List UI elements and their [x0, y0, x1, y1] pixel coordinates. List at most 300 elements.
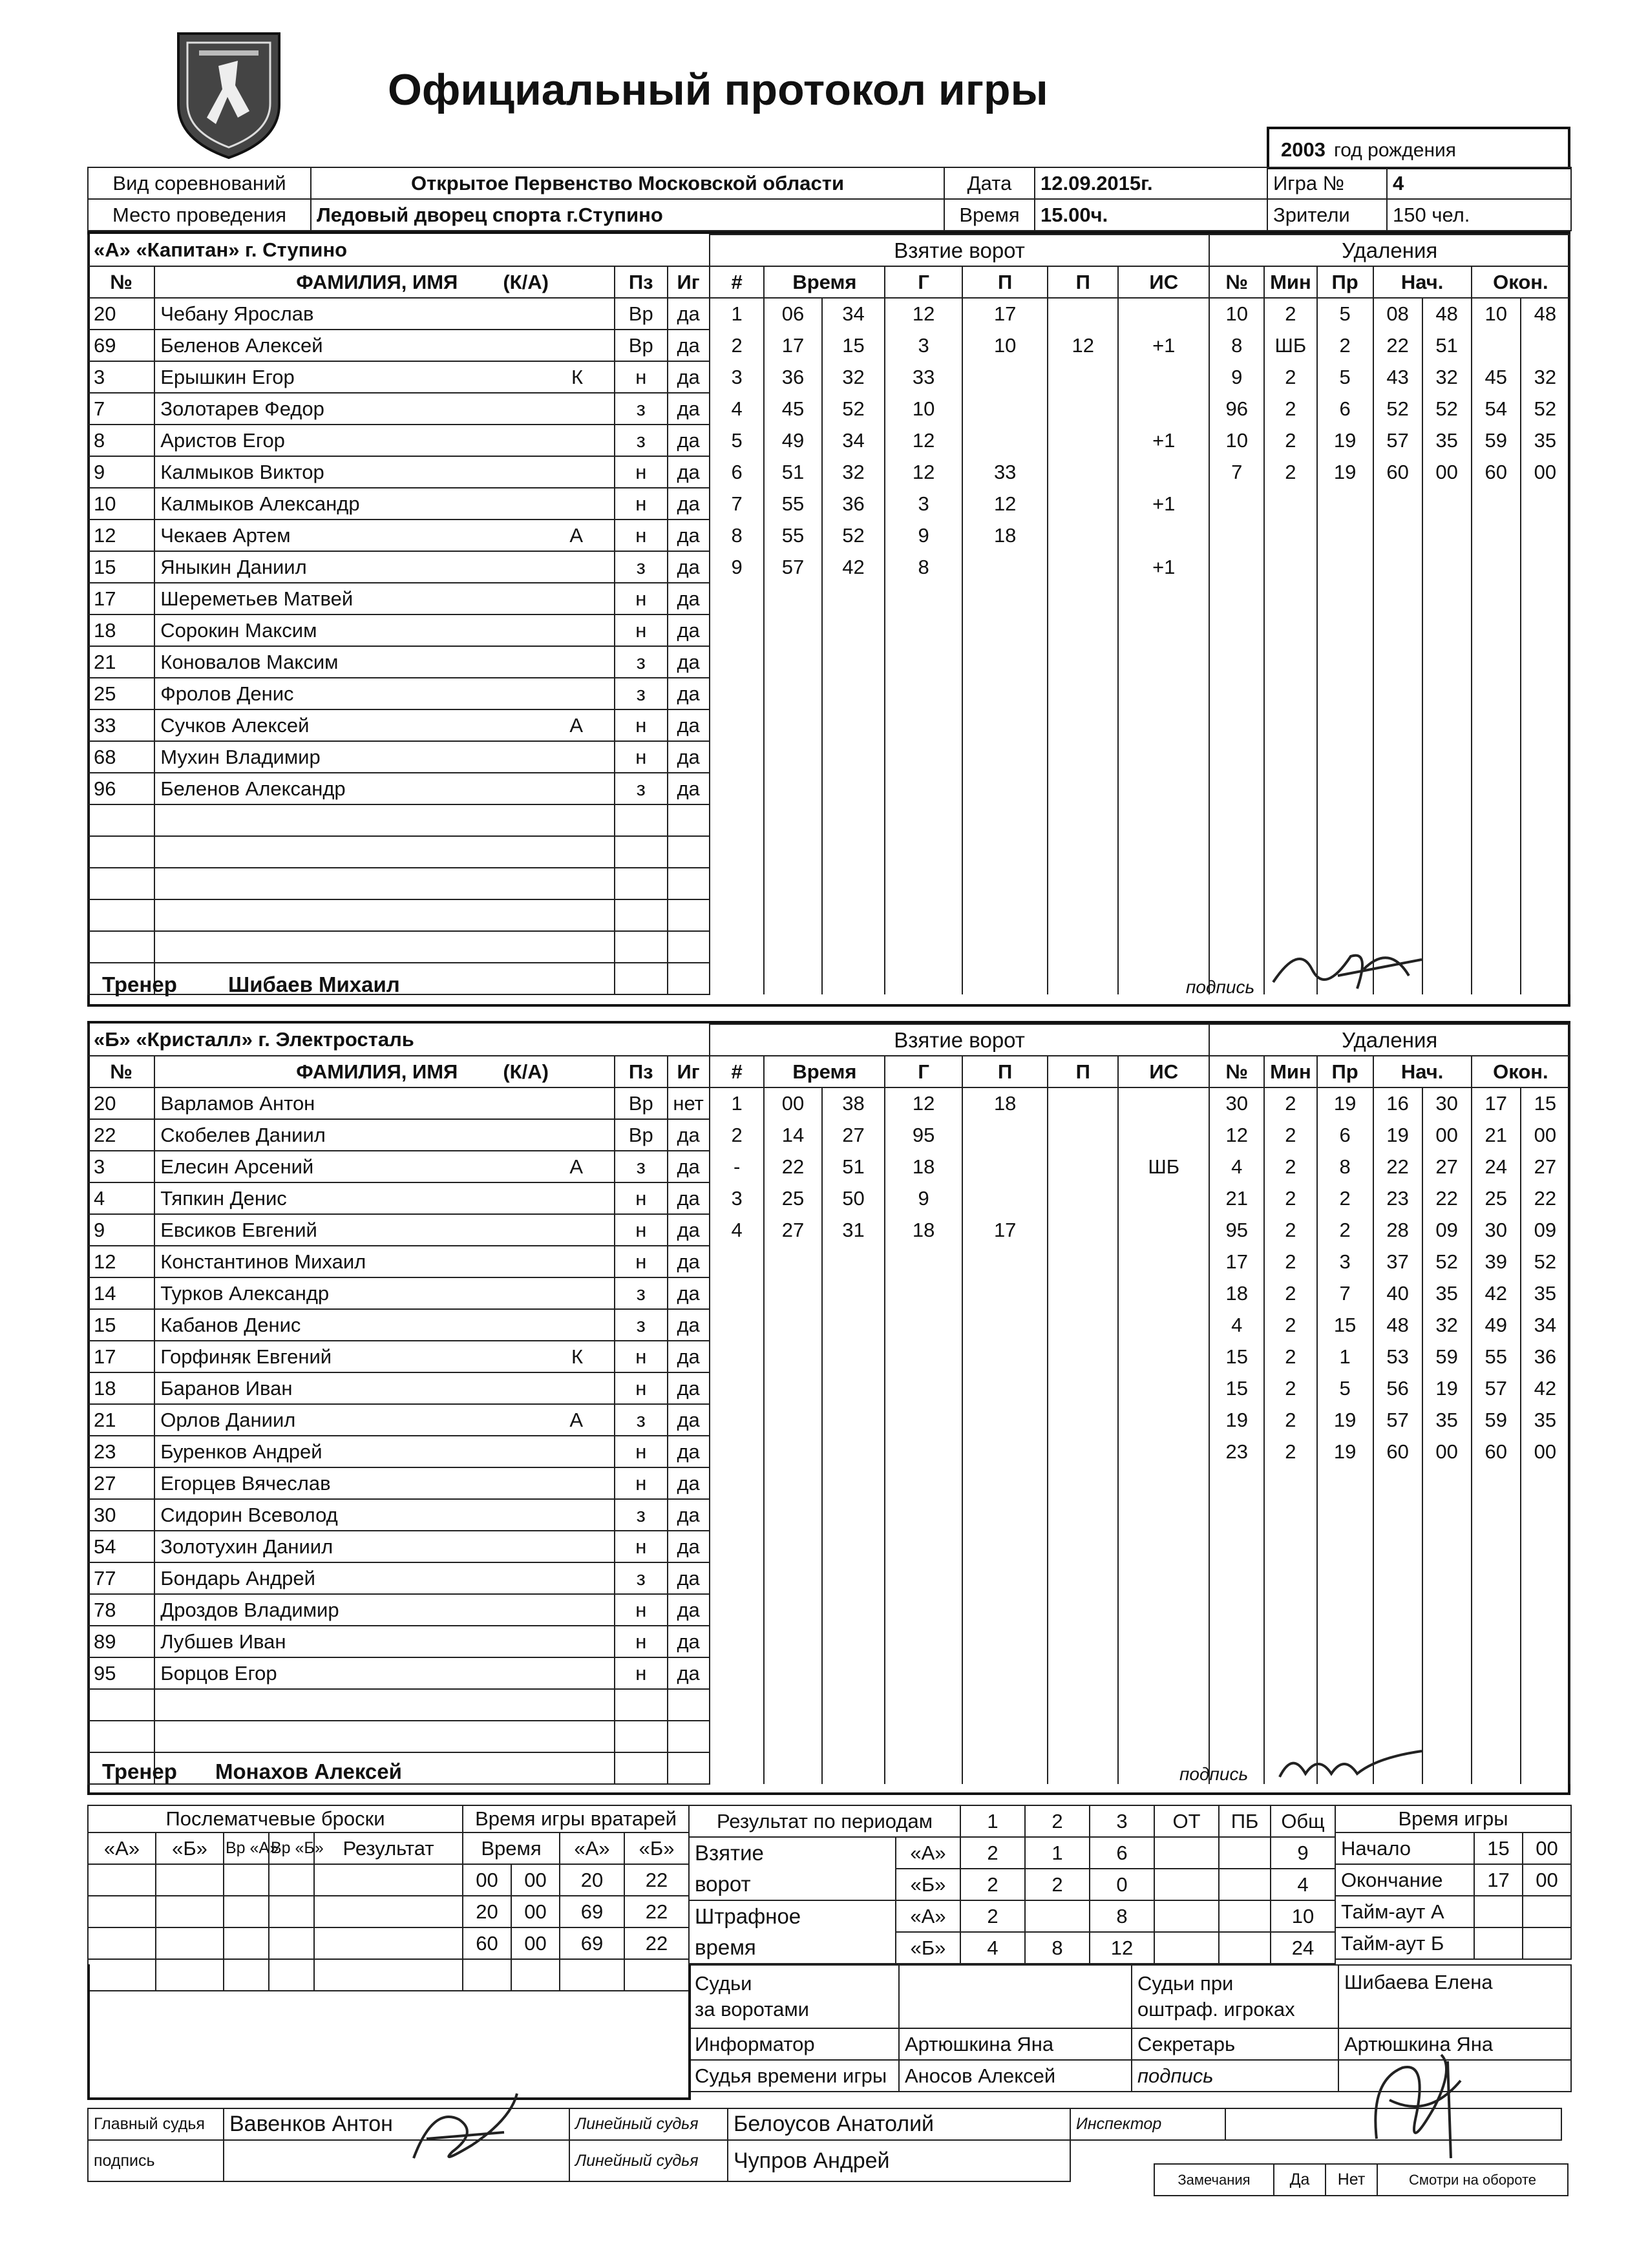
- team-a-goal-sec: 32: [822, 361, 885, 393]
- team-a-pen-start-sec: 51: [1422, 330, 1472, 361]
- team-b-pen-end-min: [1472, 1531, 1521, 1562]
- team-a-pen-player: [1209, 488, 1264, 520]
- team-a-pen-start-min: 08: [1373, 298, 1422, 330]
- team-b-player-position: Вр: [615, 1119, 668, 1151]
- team-a-team-title: «А» «Капитан» г. Ступино: [88, 235, 710, 266]
- team-b-pen-end-sec: [1521, 1752, 1570, 1784]
- team-a-row: [88, 678, 1570, 709]
- team-b-col-name: ФАМИЛИЯ, ИМЯ (К/А): [154, 1056, 615, 1087]
- team-a-player-number: 21: [88, 646, 154, 678]
- team-b-goal-assist1: [962, 1119, 1048, 1151]
- team-a-goal-assist1: [962, 678, 1048, 709]
- team-b-pen-start-sec: 59: [1422, 1341, 1472, 1372]
- team-b-goal-assist1: [962, 1372, 1048, 1404]
- team-a-goal-scorer: [885, 773, 962, 804]
- team-b-goal-min: [764, 1626, 821, 1657]
- team-b-goal-num: [710, 1309, 765, 1341]
- team-b-player-name: [154, 1721, 615, 1752]
- periods-team-label: «А»: [896, 1900, 960, 1932]
- team-a-goal-strength: [1118, 741, 1209, 773]
- team-b-player-number: [88, 1689, 154, 1721]
- team-b-goal-scorer: [885, 1372, 962, 1404]
- team-b-player-role: К: [571, 1345, 583, 1368]
- team-b-player-name: [154, 1689, 615, 1721]
- team-b-col-assist2: П: [1048, 1056, 1118, 1087]
- team-b-player-played: [668, 1721, 710, 1752]
- team-b-goal-sec: 50: [822, 1182, 885, 1214]
- team-a-player-number: 69: [88, 330, 154, 361]
- team-a-goal-assist1: [962, 709, 1048, 741]
- team-a-pen-start-min: 60: [1373, 456, 1422, 488]
- team-b-goal-sec: [822, 1531, 885, 1562]
- team-a-goal-sec: [822, 741, 885, 773]
- team-a-player-number: 18: [88, 614, 154, 646]
- remarks-yes: Да: [1274, 2164, 1326, 2196]
- game-end-label: Окончание: [1335, 1864, 1474, 1896]
- team-b-player-position: з: [615, 1309, 668, 1341]
- shootout-table: [87, 1805, 463, 1991]
- team-a-player-number: 3: [88, 361, 154, 393]
- inspector-label: Инспектор: [1070, 2108, 1225, 2140]
- team-a-pen-reason: [1317, 804, 1373, 836]
- team-a-goal-sec: [822, 899, 885, 931]
- team-a-pen-reason: [1317, 488, 1373, 520]
- team-b-goal-num: [710, 1657, 765, 1689]
- team-a-goal-scorer: 12: [885, 298, 962, 330]
- team-a-player-number: [88, 836, 154, 868]
- team-a-pen-start-sec: [1422, 488, 1472, 520]
- team-b-pen-end-min: 17: [1472, 1087, 1521, 1119]
- team-a-goal-assist1: [962, 551, 1048, 583]
- team-a-player-name: [154, 868, 615, 899]
- team-a-goal-num: 9: [710, 551, 765, 583]
- team-a-pen-minutes: [1264, 836, 1317, 868]
- periods-value-pen-a-1: [1025, 1900, 1090, 1932]
- team-b-player-number: 3: [88, 1151, 154, 1182]
- team-b-goal-scorer: [885, 1721, 962, 1752]
- team-a-goal-strength: +1: [1118, 330, 1209, 361]
- team-b-col-pos: Пз: [615, 1056, 668, 1087]
- team-a-player-played: [668, 899, 710, 931]
- team-b-player-position: [615, 1689, 668, 1721]
- team-a-goal-min: [764, 678, 821, 709]
- team-a-player-number: 96: [88, 773, 154, 804]
- periods-row-label: Штрафное: [689, 1900, 896, 1932]
- team-b-col-pen-min: Мин: [1264, 1056, 1317, 1087]
- goalie-time-sec: 00: [511, 1864, 560, 1896]
- team-a-goal-scorer: [885, 963, 962, 994]
- linesman-1-value: Белоусов Анатолий: [728, 2108, 1070, 2140]
- team-b-goal-assist1: [962, 1246, 1048, 1277]
- team-b-pen-player: [1209, 1689, 1264, 1721]
- team-a-player-name: Беленов Александр: [154, 773, 615, 804]
- periods-row-label: ворот: [689, 1869, 896, 1900]
- team-b-player-played: да: [668, 1341, 710, 1372]
- birth-year-box: [1267, 127, 1570, 169]
- team-a-player-position: [615, 931, 668, 963]
- team-b-player-played: нет: [668, 1087, 710, 1119]
- team-a-goal-assist2: [1048, 488, 1118, 520]
- team-b-goal-assist1: [962, 1562, 1048, 1594]
- team-b-goal-assist2: [1048, 1214, 1118, 1246]
- remarks-table: [1154, 2163, 1569, 2196]
- team-b-pen-end-sec: [1521, 1562, 1570, 1594]
- team-b-pen-minutes: 2: [1264, 1436, 1317, 1467]
- team-a-player-name: Сорокин Максим: [154, 614, 615, 646]
- team-a-pen-minutes: [1264, 899, 1317, 931]
- team-a-coach-name: Шибаев Михаил: [228, 972, 400, 996]
- team-b-goal-min: [764, 1531, 821, 1562]
- team-a-col-pos: Пз: [615, 266, 668, 298]
- team-b-pen-start-sec: 19: [1422, 1372, 1472, 1404]
- team-b-pen-player: 30: [1209, 1087, 1264, 1119]
- team-a-goal-num: [710, 931, 765, 963]
- team-b-col-pen-end: Окон.: [1472, 1056, 1570, 1087]
- team-a-goal-strength: [1118, 899, 1209, 931]
- team-b-pen-start-min: 28: [1373, 1214, 1422, 1246]
- team-b-row: [88, 1531, 1570, 1562]
- team-a-goal-scorer: [885, 868, 962, 899]
- team-b-player-number: 27: [88, 1467, 154, 1499]
- team-b-player-played: [668, 1689, 710, 1721]
- team-a-player-name: Калмыков Виктор: [154, 456, 615, 488]
- team-b-pen-end-sec: [1521, 1657, 1570, 1689]
- team-a-goal-num: 6: [710, 456, 765, 488]
- team-a-goal-strength: +1: [1118, 488, 1209, 520]
- team-b-goal-assist2: [1048, 1467, 1118, 1499]
- team-a-pen-minutes: 2: [1264, 456, 1317, 488]
- team-a-pen-end-min: [1472, 330, 1521, 361]
- team-a-goal-assist1: [962, 614, 1048, 646]
- team-b-goal-strength: [1118, 1087, 1209, 1119]
- main-judge-label: Главный судья: [88, 2108, 224, 2140]
- team-b-goal-scorer: [885, 1752, 962, 1784]
- team-a-player-position: з: [615, 393, 668, 425]
- team-b-pen-start-min: 37: [1373, 1246, 1422, 1277]
- team-a-pen-minutes: [1264, 741, 1317, 773]
- team-a-goal-scorer: [885, 646, 962, 678]
- team-b-pen-reason: [1317, 1531, 1373, 1562]
- team-b-pen-minutes: 2: [1264, 1182, 1317, 1214]
- team-a-pen-end-min: [1472, 804, 1521, 836]
- place-value: Ледовый дворец спорта г.Ступино: [311, 199, 944, 231]
- team-b-goal-min: [764, 1372, 821, 1404]
- periods-row-pen-b: [689, 1932, 1335, 1964]
- team-b-goal-assist1: [962, 1404, 1048, 1436]
- team-a-goal-scorer: 12: [885, 456, 962, 488]
- team-b-goal-strength: [1118, 1341, 1209, 1372]
- team-b-pen-player: 95: [1209, 1214, 1264, 1246]
- team-a-goal-num: 7: [710, 488, 765, 520]
- team-a-player-position: з: [615, 773, 668, 804]
- team-a-pen-player: [1209, 551, 1264, 583]
- team-a-player-position: [615, 899, 668, 931]
- team-b-goal-assist2: [1048, 1752, 1118, 1784]
- linesman-2-label: Линейный судья: [569, 2140, 728, 2181]
- team-a-goal-sec: 36: [822, 488, 885, 520]
- team-a-pen-reason: [1317, 709, 1373, 741]
- team-a-goal-sec: 32: [822, 456, 885, 488]
- team-a-goal-sec: 52: [822, 520, 885, 551]
- goalie-time-title: Время игры вратарей: [463, 1805, 689, 1832]
- team-a-player-role: А: [569, 713, 583, 737]
- team-a-goal-num: 3: [710, 361, 765, 393]
- team-a-pen-end-sec: [1521, 551, 1570, 583]
- team-b-goal-min: [764, 1657, 821, 1689]
- team-b-goal-sec: [822, 1467, 885, 1499]
- team-a-coach-label: Тренер: [102, 972, 177, 996]
- team-b-player-number: 54: [88, 1531, 154, 1562]
- team-a-pen-minutes: [1264, 773, 1317, 804]
- team-b-player-name: Константинов Михаил: [154, 1246, 615, 1277]
- team-b-pen-minutes: [1264, 1531, 1317, 1562]
- team-a-pen-end-min: [1472, 614, 1521, 646]
- team-a-goal-sec: [822, 963, 885, 994]
- team-b-goal-assist2: [1048, 1626, 1118, 1657]
- team-a-player-position: н: [615, 520, 668, 551]
- team-a-pen-end-min: [1472, 963, 1521, 994]
- team-a-goal-strength: [1118, 709, 1209, 741]
- team-b-pen-player: [1209, 1467, 1264, 1499]
- team-b-pen-minutes: 2: [1264, 1246, 1317, 1277]
- team-b-goal-num: 4: [710, 1214, 765, 1246]
- periods-value-goals-b-1: 2: [1025, 1869, 1090, 1900]
- team-b-goal-strength: ШБ: [1118, 1151, 1209, 1182]
- team-b-goal-num: 1: [710, 1087, 765, 1119]
- team-a-pen-end-min: 60: [1472, 456, 1521, 488]
- team-a-player-played: [668, 868, 710, 899]
- team-b-goal-strength: [1118, 1214, 1209, 1246]
- team-a-player-name: Яныкин Даниил: [154, 551, 615, 583]
- team-a-pen-start-sec: 32: [1422, 361, 1472, 393]
- team-a-goal-num: [710, 836, 765, 868]
- team-a-row: [88, 520, 1570, 551]
- team-b-col-pen-start: Нач.: [1373, 1056, 1472, 1087]
- date-label: Дата: [944, 167, 1035, 199]
- team-a-goal-sec: [822, 836, 885, 868]
- team-b-player-number: 77: [88, 1562, 154, 1594]
- team-a-col-strength: ИС: [1118, 266, 1209, 298]
- team-a-goal-sec: [822, 678, 885, 709]
- team-b-player-position: н: [615, 1657, 668, 1689]
- team-b-col-pen-num: №: [1209, 1056, 1264, 1087]
- team-a-pen-start-sec: [1422, 520, 1472, 551]
- team-a-player-number: 8: [88, 425, 154, 456]
- team-b-coach-label: Тренер: [102, 1759, 177, 1783]
- team-a-goal-num: 1: [710, 298, 765, 330]
- team-a-pen-start-min: 22: [1373, 330, 1422, 361]
- team-b-pen-reason: 6: [1317, 1119, 1373, 1151]
- team-a-player-position: н: [615, 741, 668, 773]
- team-b-pen-end-sec: 00: [1521, 1119, 1570, 1151]
- team-b-pen-start-sec: 30: [1422, 1087, 1472, 1119]
- team-b-goal-min: 00: [764, 1087, 821, 1119]
- team-b-pen-reason: 3: [1317, 1246, 1373, 1277]
- team-b-pen-minutes: [1264, 1499, 1317, 1531]
- team-a-col-pen-start: Нач.: [1373, 266, 1472, 298]
- team-a-goal-assist2: 12: [1048, 330, 1118, 361]
- timekeeper-value: Аносов Алексей: [899, 2060, 1132, 2092]
- team-a-goal-assist1: [962, 804, 1048, 836]
- team-a-col-goal-time: Время: [764, 266, 885, 298]
- goalie-time-min: 60: [463, 1927, 511, 1959]
- team-b-pen-start-sec: 09: [1422, 1214, 1472, 1246]
- team-a-pen-start-sec: [1422, 614, 1472, 646]
- team-a-pen-player: 7: [1209, 456, 1264, 488]
- team-b-player-number: 23: [88, 1436, 154, 1467]
- team-b-pen-start-sec: [1422, 1499, 1472, 1531]
- team-b-goal-assist1: [962, 1277, 1048, 1309]
- team-a-goal-assist2: [1048, 646, 1118, 678]
- team-b-coach-name: Монахов Алексей: [215, 1759, 402, 1783]
- team-b-goal-scorer: [885, 1277, 962, 1309]
- team-a-player-number: [88, 899, 154, 931]
- team-a-pen-start-min: [1373, 899, 1422, 931]
- periods-value-pen-b-4: [1219, 1932, 1271, 1964]
- team-b-team-title: «Б» «Кристалл» г. Электросталь: [88, 1024, 710, 1056]
- remarks-no: Нет: [1326, 2164, 1377, 2196]
- team-a-player-played: да: [668, 614, 710, 646]
- team-a-goal-strength: [1118, 361, 1209, 393]
- team-b-player-name: Дроздов Владимир: [154, 1594, 615, 1626]
- team-a-goal-strength: [1118, 298, 1209, 330]
- team-b-row: [88, 1404, 1570, 1436]
- team-a-pen-reason: 5: [1317, 298, 1373, 330]
- team-a-goal-num: [710, 804, 765, 836]
- team-a-pen-start-min: 43: [1373, 361, 1422, 393]
- team-a-player-position: н: [615, 488, 668, 520]
- team-a-goal-scorer: [885, 709, 962, 741]
- team-a-pen-minutes: [1264, 868, 1317, 899]
- team-b-goal-strength: [1118, 1404, 1209, 1436]
- periods-value-pen-a-2: 8: [1090, 1900, 1154, 1932]
- team-a-goal-min: [764, 899, 821, 931]
- team-b-goal-num: [710, 1531, 765, 1562]
- team-a-player-played: [668, 804, 710, 836]
- team-a-player-name: Шереметьев Матвей: [154, 583, 615, 614]
- team-a-pen-start-min: [1373, 488, 1422, 520]
- team-a-goal-sec: [822, 614, 885, 646]
- team-a-goal-assist1: [962, 773, 1048, 804]
- team-b-pen-end-min: 60: [1472, 1436, 1521, 1467]
- team-b-goal-num: [710, 1689, 765, 1721]
- team-a-pen-end-sec: [1521, 741, 1570, 773]
- team-b-pen-end-sec: 35: [1521, 1277, 1570, 1309]
- team-b-goal-assist2: [1048, 1182, 1118, 1214]
- game-time-table: [1335, 1805, 1572, 1960]
- team-a-pen-start-min: [1373, 804, 1422, 836]
- team-b-pen-player: [1209, 1562, 1264, 1594]
- team-b-player-name: Турков Александр: [154, 1277, 615, 1309]
- penalty-judges-label: Судьи при оштраф. игроках: [1132, 1965, 1338, 2028]
- team-b-goal-scorer: 95: [885, 1119, 962, 1151]
- team-a-col-goal-scorer: Г: [885, 266, 962, 298]
- team-a-goal-assist1: [962, 425, 1048, 456]
- game-start-min: 00: [1523, 1832, 1571, 1864]
- team-a-pen-end-min: [1472, 551, 1521, 583]
- team-a-player-position: з: [615, 551, 668, 583]
- team-a-player-number: 12: [88, 520, 154, 551]
- team-a-pen-start-sec: [1422, 678, 1472, 709]
- team-b-goal-scorer: 18: [885, 1151, 962, 1182]
- team-b-goal-num: [710, 1626, 765, 1657]
- team-b-player-name: Горфиняк Евгений К: [154, 1341, 615, 1372]
- team-a-player-number: [88, 868, 154, 899]
- team-a-goal-num: 5: [710, 425, 765, 456]
- team-b-goal-strength: [1118, 1182, 1209, 1214]
- team-a-pen-end-sec: [1521, 709, 1570, 741]
- team-b-player-played: да: [668, 1372, 710, 1404]
- team-b-pen-reason: 1: [1317, 1341, 1373, 1372]
- game-number-value: 4: [1387, 167, 1571, 199]
- team-b-goal-sec: [822, 1246, 885, 1277]
- team-b-pen-start-min: 16: [1373, 1087, 1422, 1119]
- team-a-goal-strength: [1118, 836, 1209, 868]
- team-a-pen-end-sec: [1521, 330, 1570, 361]
- team-b-goal-assist1: [962, 1657, 1048, 1689]
- team-a-pen-start-sec: [1422, 773, 1472, 804]
- place-label: Место проведения: [88, 199, 311, 231]
- team-b-player-played: да: [668, 1531, 710, 1562]
- birth-year-label: год рождения: [1334, 140, 1457, 161]
- team-a-pen-start-sec: [1422, 804, 1472, 836]
- periods-value-pen-a-3: [1154, 1900, 1219, 1932]
- team-b-table: [87, 1024, 1570, 1785]
- team-b-goal-sec: [822, 1689, 885, 1721]
- team-a-goal-assist2: [1048, 963, 1118, 994]
- team-b-pen-end-sec: [1521, 1689, 1570, 1721]
- periods-value-goals-b-0: 2: [960, 1869, 1025, 1900]
- team-b-pen-start-min: [1373, 1626, 1422, 1657]
- periods-row-label: Взятие: [689, 1837, 896, 1869]
- team-a-goal-sec: [822, 709, 885, 741]
- team-a-player-position: [615, 804, 668, 836]
- team-a-penalties-title: Удаления: [1209, 235, 1570, 266]
- team-b-row: [88, 1499, 1570, 1531]
- team-b-goal-num: [710, 1721, 765, 1752]
- team-b-pen-end-sec: [1521, 1531, 1570, 1562]
- team-a-goal-scorer: 9: [885, 520, 962, 551]
- team-a-pen-end-min: [1472, 678, 1521, 709]
- team-b-goal-min: [764, 1721, 821, 1752]
- goalie-col-time: Время: [463, 1832, 560, 1864]
- team-a-pen-minutes: 2: [1264, 361, 1317, 393]
- team-a-goal-min: 55: [764, 488, 821, 520]
- periods-team-label: «Б»: [896, 1869, 960, 1900]
- periods-row-label: время: [689, 1932, 896, 1964]
- periods-value-goals-b-2: 0: [1090, 1869, 1154, 1900]
- team-b-goal-sec: [822, 1752, 885, 1784]
- team-a-pen-end-min: [1472, 931, 1521, 963]
- team-b-col-num: №: [88, 1056, 154, 1087]
- team-a-player-number: 20: [88, 298, 154, 330]
- team-b-player-number: 78: [88, 1594, 154, 1626]
- periods-team-label: «Б»: [896, 1932, 960, 1964]
- team-b-player-name: Буренков Андрей: [154, 1436, 615, 1467]
- team-b-player-name: Скобелев Даниил: [154, 1119, 615, 1151]
- team-a-pen-start-min: [1373, 614, 1422, 646]
- team-b-player-number: 30: [88, 1499, 154, 1531]
- team-a-goal-assist2: [1048, 393, 1118, 425]
- team-b-pen-end-sec: 34: [1521, 1309, 1570, 1341]
- team-a-sign-label: подпись: [1186, 977, 1255, 997]
- team-b-goal-min: [764, 1594, 821, 1626]
- team-a-goal-assist1: 18: [962, 520, 1048, 551]
- goalie-time-table: [462, 1805, 690, 1991]
- team-b-player-role: А: [569, 1155, 583, 1178]
- team-b-pen-start-sec: 52: [1422, 1246, 1472, 1277]
- shootout-col-gk-a: Вр «А»: [224, 1832, 269, 1864]
